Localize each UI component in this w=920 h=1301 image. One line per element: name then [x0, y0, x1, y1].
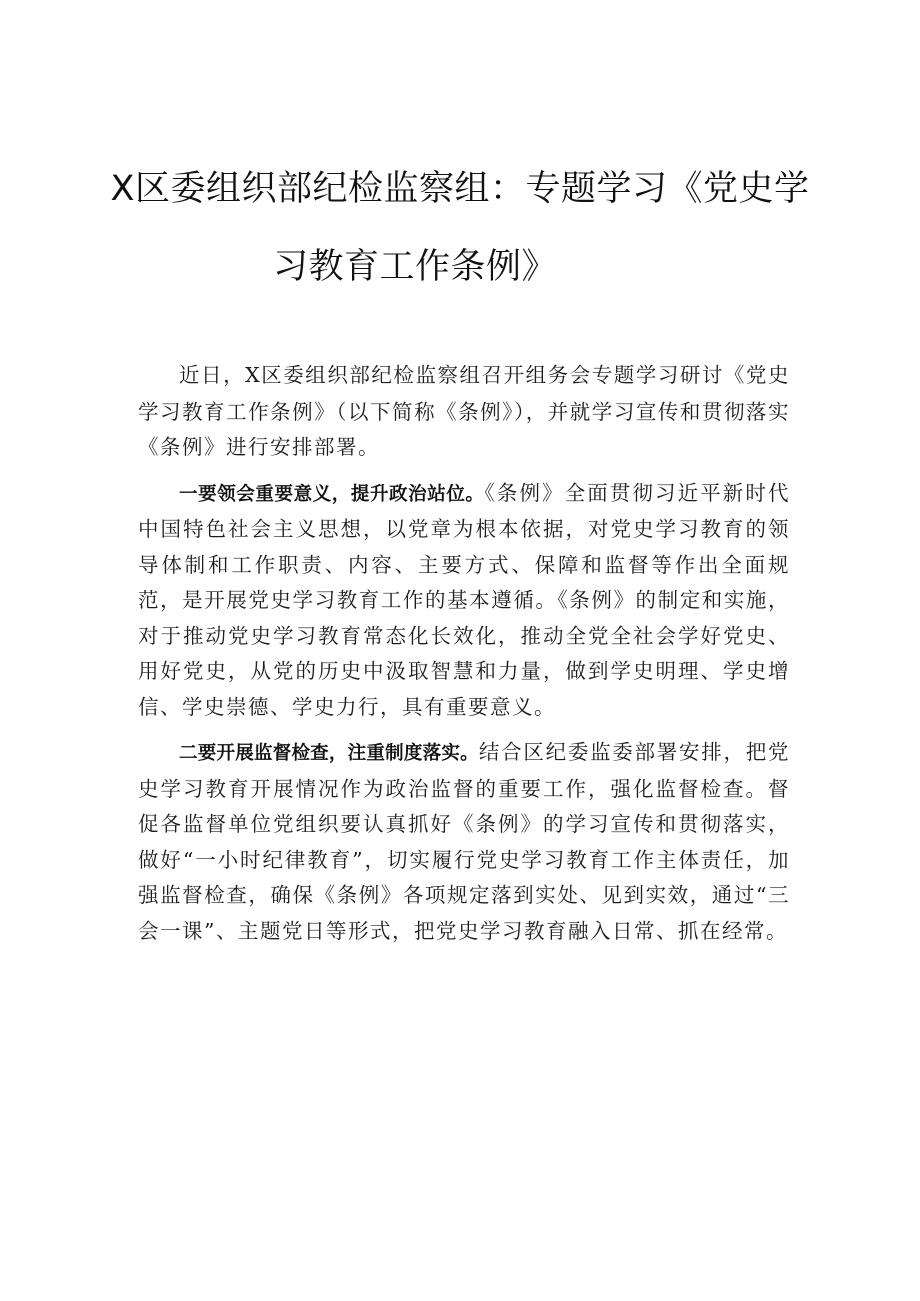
paragraph-text: 结合区纪委监委部署安排，把党史学习教育开展情况作为政治监督的重要工作，强化监督检查。督促各监督单位党组织要认真抓好《条例》的学习宣传和贯彻落实，做好“一小时纪律教育”，切实履行党史学习教育工作主体责任，加强监督检查，确保《条例》各项规定落到实处、见到实效，通过“三会一课”、主题党日等形式，把党史学习教育融入日常、抓在经常。	[138, 740, 790, 943]
paragraph-lead: 二要开展监督检查，注重制度落实。	[179, 743, 479, 764]
paragraph-text: 《条例》全面贯彻习近平新时代中国特色社会主义思想，以党章为根本依据，对党史学习教育的领导体制和工作职责、内容、主要方式、保障和监督等作出全面规范，是开展党史学习教育工作的基本遵循。《条例》的制定和实施，对于推动党史学习教育常态化长效化，推动全党全社会学好党史、用好党史，从党的历史中汲取智慧和力量，做到学史明理、学史增信、学史崇德、学史力行，具有重要意义。	[138, 480, 790, 719]
document-title	[110, 150, 810, 306]
paragraph-lead: 一要领会重要意义，提升政治站位。	[179, 483, 485, 505]
paragraph-text: 近日，X区委组织部纪检监察组召开组务会专题学习研讨《党史学习教育工作条例》（以下简称《条例》），并就学习宣传和贯彻落实《条例》进行安排部署。	[138, 363, 790, 459]
paragraph-point-2	[138, 735, 790, 949]
document-body	[138, 358, 790, 959]
title-line-1: X区委组织部纪检监察组：专题学习《党史学	[110, 169, 810, 209]
paragraph-point-1	[138, 476, 790, 726]
paragraph-intro	[138, 358, 790, 466]
title-line-2: 习教育工作条例》	[272, 247, 557, 287]
